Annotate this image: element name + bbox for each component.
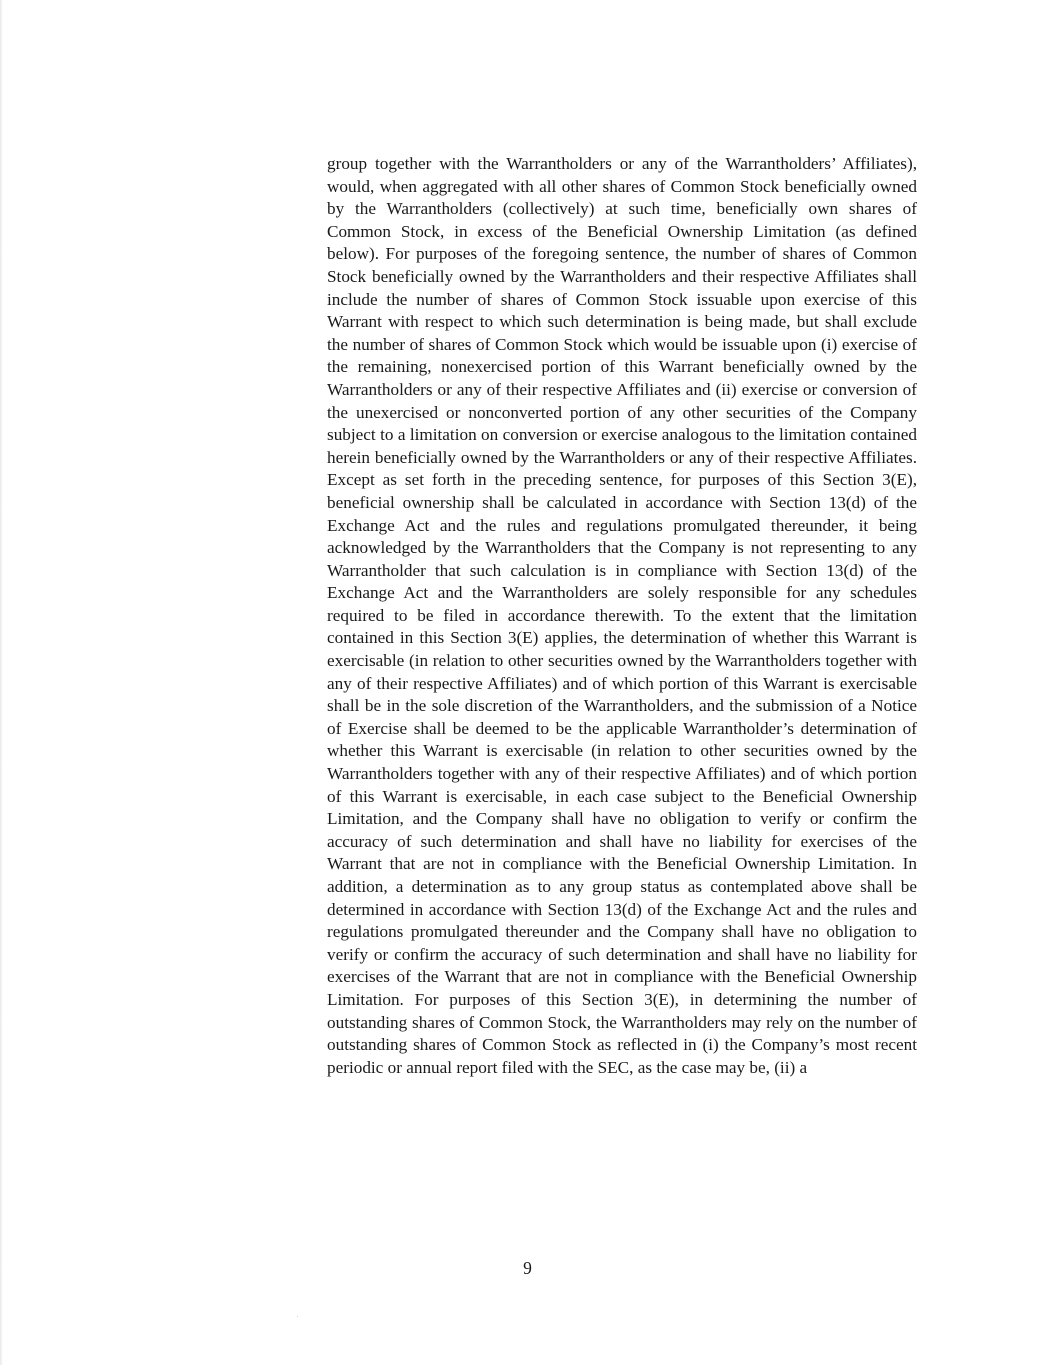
scan-edge-shadow [0,0,3,1365]
page-number: 9 [523,1258,532,1278]
scan-artifact [297,1316,298,1317]
body-paragraph: group together with the Warrantholders or any of the Warrantholders’ Affiliates), would, when aggregated with all other shares of Common Stock beneficially owned by the Warrantholders (collectively) at such time, beneficially own shares of Common Stock, in excess of the Beneficial Ownership Limitation (as defined below). For purposes of the foregoing sentence, the number of shares of Common Stock beneficially owned by the Warrantholders and their respective Affiliates shall include the number of shares of Common Stock issuable upon exercise of this Warrant with respect to which such determination is being made, but shall exclude the number of shares of Common Stock which would be issuable upon (i) exercise of the remaining, nonexercised portion of this Warrant beneficially owned by the Warrantholders or any of their respective Affiliates and (ii) exercise or conversion of the unexercised or nonconverted portion of any other securities of the Company subject to a limitation on conversion or exercise analogous to the limitation contained herein beneficially owned by the Warrantholders or any of their respective Affiliates. Except as set forth in the preceding sentence, for purposes of this Section 3(E), beneficial ownership shall be calculated in accordance with Section 13(d) of the Exchange Act and the rules and regulations promulgated thereunder, it being acknowledged by the Warrantholders that the Company is not representing to any Warrantholder that such calculation is in compliance with Section 13(d) of the Exchange Act and the Warrantholders are solely responsible for any schedules required to be filed in accordance therewith. To the extent that the limitation contained in this Section 3(E) applies, the determination of whether this Warrant is exercisable (in relation to other securities owned by the Warrantholders together with any of their respective Affiliates) and of which portion of this Warrant is exercisable shall be in the sole discretion of the Warrantholders, and the submission of a Notice of Exercise shall be deemed to be the applicable Warrantholder’s determination of whether this Warrant is exercisable (in relation to other securities owned by the Warrantholders together with any of their respective Affiliates) and of which portion of this Warrant is exercisable, in each case subject to the Beneficial Ownership Limitation, and the Company shall have no obligation to verify or confirm the accuracy of such determination and shall have no liability for exercises of the Warrant that are not in compliance with the Beneficial Ownership Limitation. In addition, a determination as to any group status as contemplated above shall be determined in accordance with Section 13(d) of the Exchange Act and the rules and regulations promulgated thereunder and the Company shall have no obligation to verify or confirm the accuracy of such determination and shall have no liability for exercises of the Warrant that are not in compliance with the Beneficial Ownership Limitation. For purposes of this Section 3(E), in determining the number of outstanding shares of Common Stock, the Warrantholders may rely on the number of outstanding shares of Common Stock as reflected in (i) the Company’s most recent periodic or annual report filed with the SEC, as the case may be, (ii) a [327,154,917,1077]
